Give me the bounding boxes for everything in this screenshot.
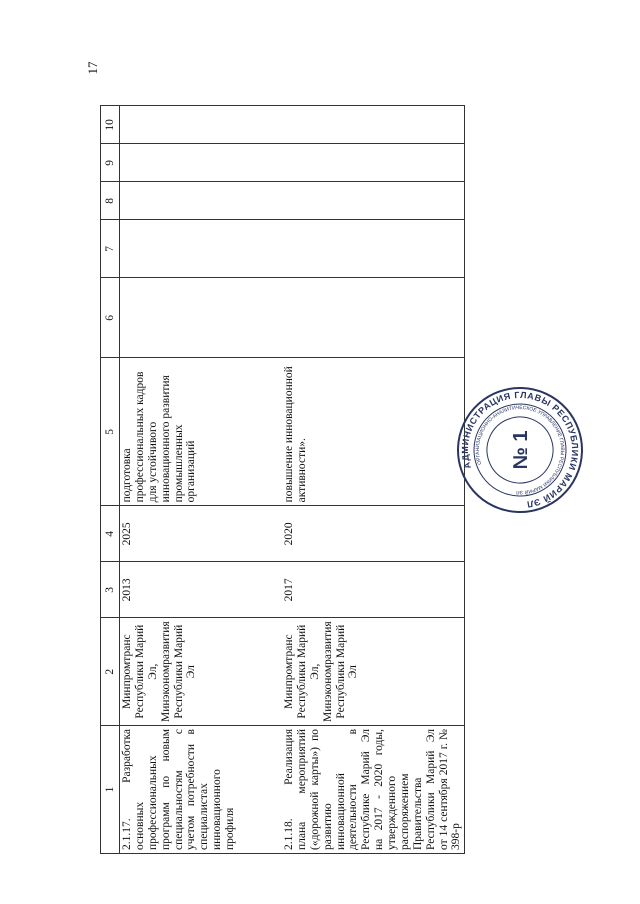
stamp-outer-text: АДМИНИСТРАЦИЯ ГЛАВЫ РЕСПУБЛИКИ МАРИЙ ЭЛ (459, 389, 581, 510)
column-number: 4 (101, 506, 120, 562)
empty-cell (120, 144, 283, 182)
empty-cell (282, 144, 465, 182)
column-number: 5 (101, 358, 120, 506)
column-number: 7 (101, 220, 120, 278)
column-number: 2 (101, 618, 120, 726)
table-row (120, 106, 283, 854)
stamp-inner-text: ОРГАНИЗАЦИОННО-АНАЛИТИЧЕСКОЕ УПРАВЛЕНИЕ ГЛАВЫ РЕСПУБЛИКИ МАРИЙ ЭЛ (474, 404, 566, 496)
empty-cell (120, 106, 283, 144)
column-number: 9 (101, 144, 120, 182)
empty-cell (282, 220, 465, 278)
column-number: 3 (101, 562, 120, 618)
column-number: 8 (101, 182, 120, 220)
column-number-row (101, 106, 120, 854)
measure-name: 2.1.18. Реализация плана мероприятий («дорожной карты») по развитию инновационной деятельности в Республике Марий Эл на 2017 - 2020 годы, утвержденного распоряжением Правительства Республики Марий Эл от 14 сентября 2017 г. № 398-р (282, 726, 465, 854)
measure-name: 2.1.17. Разработка основных профессиональных программ по новым специальностям с учетом потребности в специалистах инновационного профиля (120, 726, 283, 854)
start-year: 2013 (120, 562, 283, 618)
start-year: 2017 (282, 562, 465, 618)
seal-stamp-icon (455, 385, 585, 515)
end-year: 2025 (120, 506, 283, 562)
empty-cell (282, 182, 465, 220)
empty-cell (120, 182, 283, 220)
empty-cell (120, 278, 283, 358)
empty-cell (282, 278, 465, 358)
column-number: 6 (101, 278, 120, 358)
measures-table (100, 105, 465, 854)
empty-cell (282, 106, 465, 144)
page-number: 17 (85, 61, 100, 75)
empty-cell (120, 220, 283, 278)
expected-result: подготовка профессиональных кадров для устойчивого инновационного развития промышленных организаций (120, 358, 283, 506)
table-row (282, 106, 465, 854)
column-number: 1 (101, 726, 120, 854)
responsible-executors: Минпромтранс Республики Марий Эл, Минэкономразвития Республики Марий Эл (282, 618, 465, 726)
end-year: 2020 (282, 506, 465, 562)
column-number: 10 (101, 106, 120, 144)
expected-result: повышение инновационной активности». (282, 358, 465, 506)
stamp-group (455, 385, 585, 515)
responsible-executors: Минпромтранс Республики Марий Эл, Минэкономразвития Республики Марий Эл (120, 618, 283, 726)
stamp-number: № 1 (510, 430, 532, 470)
